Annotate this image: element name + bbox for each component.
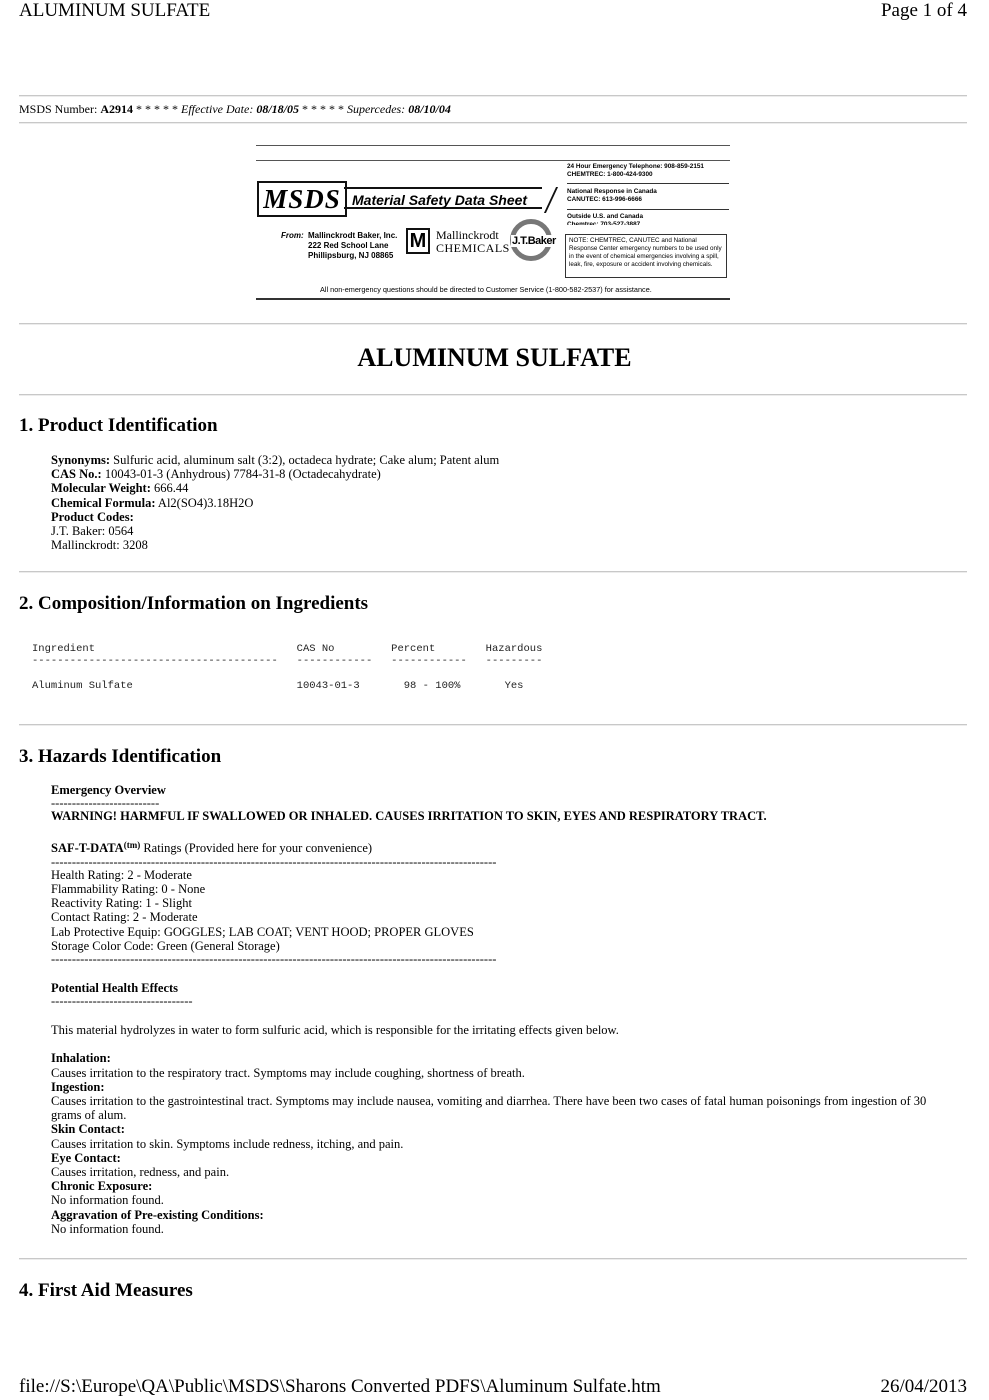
aggravation-label: Aggravation of Pre-existing Conditions: [51,1207,264,1222]
canutec-phone: CANUTEC: 613-996-6666 [567,196,642,203]
hydrolyzes-text: This material hydrolyzes in water to form sulfuric acid, which is responsible for the irritating effects given below. [51,1023,619,1038]
divider [256,160,730,161]
divider [19,122,967,124]
separator: * * * * * [133,102,182,116]
saf-label: SAF-T-DATA [51,841,124,856]
eye-contact-label: Eye Contact: [51,1150,121,1165]
product-code: Mallinckrodt: 3208 [51,538,148,553]
address-line: Mallinckrodt Baker, Inc. [308,231,398,240]
product-code: J.T. Baker: 0564 [51,524,134,539]
msds-number: A2914 [100,102,134,116]
mw-value: 666.44 [150,481,189,496]
emergency-note: NOTE: CHEMTREC, CANUTEC and National Response Center emergency numbers to be used only in the event of chemical emergencies involving a spill, leak, fire, exposure or accident involving chemicals. [565,234,727,278]
rating-line: Storage Color Code: Green (General Storage) [51,938,280,953]
jtbaker-wordmark: J.T.Baker [512,235,556,247]
non-emergency-note: All non-emergency questions should be directed to Customer Service (1-800-582-2537) for assistance. [320,285,652,294]
page-header-title: ALUMINUM SULFATE [19,0,211,21]
divider [256,145,730,146]
page-number: Page 1 of 4 [880,0,967,21]
print-date: 26/04/2013 [880,1376,967,1397]
chronic-exposure-label: Chronic Exposure: [51,1179,153,1194]
divider [19,394,967,396]
supercedes-date: 08/10/04 [408,102,451,116]
effective-date: 08/18/05 [256,102,299,116]
potential-health-effects-label: Potential Health Effects [51,980,179,995]
rating-line: Flammability Rating: 0 - None [51,881,206,896]
emergency-contacts [567,163,727,231]
mw-label: Molecular Weight: [51,481,151,496]
inhalation-label: Inhalation: [51,1051,111,1066]
separator: * * * * * [298,102,347,116]
outside-label: Outside U.S. and Canada [567,213,643,220]
rating-line: Lab Protective Equip: GOGGLES; LAB COAT; VENT HOOD; PROPER GLOVES [51,924,474,939]
inhalation-text: Causes irritation to the respiratory tract. Symptoms may include coughing, shortness of breath. [51,1065,525,1080]
skin-contact-text: Causes irritation to skin. Symptoms include redness, itching, and pain. [51,1136,404,1151]
ingestion-label: Ingestion: [51,1079,105,1094]
rating-line: Health Rating: 2 - Moderate [51,867,192,882]
codes-label: Product Codes: [51,509,134,524]
emergency-phone: 24 Hour Emergency Telephone: 908-859-2151 [567,163,704,170]
product-identification-body [51,453,951,552]
rating-line: Reactivity Rating: 1 - Slight [51,896,192,911]
divider [256,298,730,300]
mallinckrodt-logo-icon: M [406,228,430,254]
aggravation-text: No information found. [51,1221,164,1236]
section-heading-product-identification: 1. Product Identification [19,415,218,436]
emergency-overview-label: Emergency Overview [51,783,166,797]
ingredients-table-row: Aluminum Sulfate 10043-01-3 98 - 100% Yes [32,680,524,692]
formula-label: Chemical Formula: [51,495,156,510]
document-title: ALUMINUM SULFATE [357,343,632,372]
chemtrec-phone: CHEMTREC: 1-800-424-9300 [567,171,653,178]
saf-t-data-line [51,837,951,855]
mallinckrodt-wordmark [436,229,510,255]
divider [19,724,967,726]
saf-rest: Ratings (Provided here for your convenience) [140,841,373,856]
msds-number-line [19,102,451,117]
rating-line: Contact Rating: 2 - Moderate [51,910,198,925]
msds-banner: Material Safety Data Sheet [344,187,542,209]
from-label: From: [281,231,304,240]
ingredients-table-header: Ingredient CAS No Percent Hazardous [32,643,543,655]
address-line: 222 Red School Lane [308,241,389,250]
canada-label: National Response in Canada [567,188,657,195]
divider [19,571,967,573]
effective-date-label: Effective Date: [181,102,257,116]
section-heading-composition: 2. Composition/Information on Ingredients [19,593,369,614]
address-line: Phillipsburg, NJ 08865 [308,251,394,260]
cas-value: 10043-01-3 (Anhydrous) 7784-31-8 (Octadecahydrate) [101,467,381,482]
mw-row [51,481,951,495]
synonyms-value: Sulfuric acid, aluminum salt (3:2), octadeca hydrate; Cake alum; Patent alum [110,453,500,467]
divider [19,95,967,97]
section-heading-first-aid: 4. First Aid Measures [19,1280,193,1301]
rule-line: ---------------------------------- [51,994,193,1009]
msds-number-label: MSDS Number: [19,102,101,116]
company-address [308,231,397,261]
ingestion-text: Causes irritation to the gastrointestinal tract. Symptoms may include nausea, vomiting and diarrhea. There have been two cases of fatal human poisonings from ingestion of 30 grams of alum. [51,1094,927,1123]
outside-phone: Chemtrec: 703-527-3887 [567,221,641,225]
tm-mark: (tm) [123,839,141,850]
formula-value: Al2(SO4)3.18H2O [155,495,254,510]
supercedes-label: Supercedes: [346,102,409,116]
rule-line: ----------------------------------------------------------------------------------------------------------- [51,951,497,966]
msds-header-logo [256,145,730,300]
eye-contact-text: Causes irritation, redness, and pain. [51,1165,230,1180]
cas-row [51,467,951,481]
chronic-exposure-text: No information found. [51,1193,164,1208]
formula-row [51,496,951,510]
rule-line: ----------------------------------------------------------------------------------------------------------- [51,854,497,869]
divider [19,1258,967,1260]
divider [19,323,967,325]
ingredients-table-rule: --------------------------------------- ------------ ------------ --------- [32,655,543,667]
skin-contact-label: Skin Contact: [51,1122,125,1137]
section-heading-hazards: 3. Hazards Identification [19,746,222,767]
divider [567,209,729,210]
cas-label: CAS No.: [51,467,102,482]
warning-text: WARNING! HARMFUL IF SWALLOWED OR INHALED. CAUSES IRRITATION TO SKIN, EYES AND RESPIRATORY TRACT. [51,809,767,824]
divider [567,183,729,184]
msds-logo: MSDS [257,181,347,217]
mallinckrodt-name: Mallinckrodt [436,228,499,242]
file-path: file://S:\Europe\QA\Public\MSDS\Sharons Converted PDFS\Aluminum Sulfate.htm [19,1376,661,1397]
mallinckrodt-sub: CHEMICALS [436,241,510,255]
synonyms-label: Synonyms: [51,453,111,467]
rule-line: -------------------------- [51,796,160,811]
hazards-body [51,783,951,1236]
synonyms-row [51,453,951,467]
